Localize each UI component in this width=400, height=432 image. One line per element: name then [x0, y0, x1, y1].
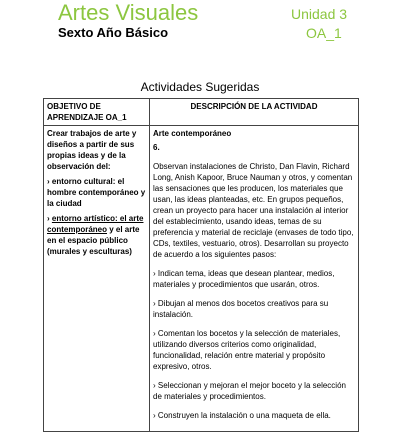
- header-subtitle: Sexto Año Básico: [58, 25, 169, 40]
- bullet-underlined-text: entorno artístico: el arte contemporáneo: [47, 214, 144, 234]
- activity-step: › Indican tema, ideas que desean plantear, medios, materiales y procedimientos que usarán, otros.: [153, 269, 335, 289]
- objective-bullet-artistic: [47, 213, 146, 257]
- objective-text: Crear trabajos de arte y diseños a partir de sus propias ideas y de la observación del:: [47, 129, 137, 171]
- bullet-rest-text: y el arte en el espacio público (murales y esculturas): [47, 225, 140, 256]
- activities-table: [43, 98, 359, 432]
- col2-header: DESCRIPCIÓN DE LA ACTIVIDAD: [150, 99, 359, 126]
- description-cell: [150, 126, 359, 432]
- section-title: Actividades Sugeridas: [140, 80, 260, 94]
- activity-step: › Construyen la instalación o una maqueta de ella.: [153, 411, 331, 420]
- table-header-row: [44, 99, 359, 126]
- activity-step: › Comentan los bocetos y la selección de materiales, utilizando diversos criterios como originalidad, funcionalidad, relación entre material y propósito expresivo, otros.: [153, 329, 341, 371]
- header-title: Artes Visuales: [58, 0, 199, 25]
- activity-number: 6.: [153, 143, 160, 152]
- activity-step: › Dibujan al menos dos bocetos creativos para su instalación.: [153, 299, 329, 319]
- activity-step: › Seleccionan y mejoran el mejor boceto y la selección de materiales y procedimientos.: [153, 381, 346, 401]
- header-unit: Unidad 3: [291, 6, 348, 22]
- objective-cell: [44, 126, 150, 432]
- activity-intro: Observan instalaciones de Christo, Dan Flavin, Richard Long, Anish Kapoor, Bruce Nauman y otros, y comentan las sensaciones que les producen, los materiales que usan, las ideas planteadas, etc. En grupos pequeños, crean un proyecto para hacer una instalación al interior del establecimiento, usando ideas, temas de su preferencia y material de reciclaje (envases de todo tipo, CDs, textiles, vestuario, otros). Desarrollan su proyecto de acuerdo a los siguientes pasos:: [153, 162, 354, 259]
- activity-title: Arte contemporáneo: [153, 129, 232, 138]
- col1-header: OBJETIVO DE APRENDIZAJE OA_1: [44, 99, 150, 126]
- table-row: [44, 126, 359, 432]
- objective-bullet-cultural: › entorno cultural: el hombre contemporáneo y la ciudad: [47, 177, 146, 208]
- bullet-marker: ›: [47, 214, 52, 223]
- header-code: OA_1: [306, 25, 342, 41]
